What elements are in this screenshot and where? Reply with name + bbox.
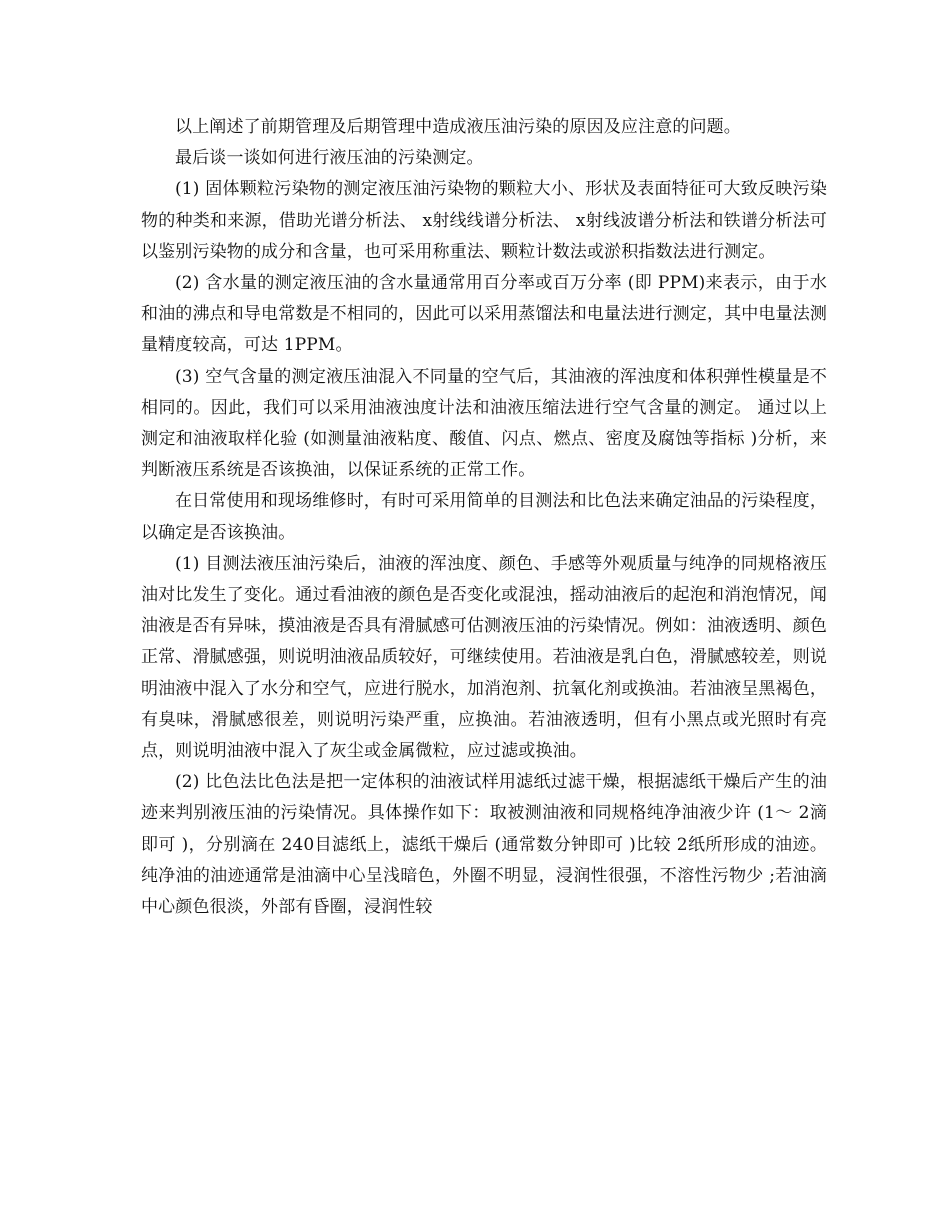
paragraph-visual-method: (1) 目测法液压油污染后，油液的浑浊度、颜色、手感等外观质量与纯净的同规格液压油对比发生了变化。通过看油液的颜色是否变化或混浊，摇动油液后的起泡和消泡情况，闻油液是否有异味，摸油液是否具有滑腻感可估测液压油的污染情况。例如：油液透明、颜色正常、滑腻感强，则说明油液品质较好，可继续使用。若油液是乳白色，滑腻感较差，则说明油液中混入了水分和空气，应进行脱水，加消泡剂、抗氧化剂或换油。若油液呈黑褐色，有臭味，滑腻感很差，则说明污染严重，应换油。若油液透明，但有小黑点或光照时有亮点，则说明油液中混入了灰尘或金属微粒，应过滤或换油。 — [141, 553, 827, 762]
paragraph-air-content: (3) 空气含量的测定液压油混入不同量的空气后，其油液的浑浊度和体积弹性模量是不相同的。因此，我们可以采用油液浊度计法和油液压缩法进行空气含量的测定。 通过以上测定和油液取样化验 (如测量油液粘度、酸值、闪点、燃点、密度及腐蚀等指标 )分析，来判断液压系统是否该换油，以保证系统的正常工作。 — [141, 366, 827, 481]
paragraph-intro-summary: 以上阐述了前期管理及后期管理中造成液压油污染的原因及应注意的问题。 — [175, 117, 741, 137]
paragraph-colorimetric-method: (2) 比色法比色法是把一定体积的油液试样用滤纸过滤干燥，根据滤纸干燥后产生的油迹来判别液压油的污染情况。具体操作如下：取被测油液和同规格纯净油液少许 (1～ 2滴即可 )，分别滴在 240目滤纸上，滤纸干燥后 (通常数分钟即可 )比较 2纸所形成的油迹。纯净油的油迹通常是油滴中心呈浅暗色，外圈不明显，浸润性很强，不溶性污物少 ;若油滴中心颜色很淡，外部有昏圈，浸润性较 — [141, 772, 827, 918]
paragraph-water-content: (2) 含水量的测定液压油的含水量通常用百分率或百万分率 (即 PPM)来表示，由于水和油的沸点和导电常数是不相同的，因此可以采用蒸馏法和电量法进行测定，其中电量法测量精度较高，可达 1PPM。 — [141, 273, 827, 356]
paragraph-field-methods: 在日常使用和现场维修时，有时可采用简单的目测法和比色法来确定油品的污染程度，以确定是否该换油。 — [141, 491, 827, 543]
paragraph-solid-particles: (1) 固体颗粒污染物的测定液压油污染物的颗粒大小、形状及表面特征可大致反映污染物的种类和来源，借助光谱分析法、 x射线线谱分析法、 x射线波谱分析法和铁谱分析法可以鉴别污染物的成分和含量，也可采用称重法、颗粒计数法或淤积指数法进行测定。 — [141, 179, 827, 262]
paragraph-intro-topic: 最后谈一谈如何进行液压油的污染测定。 — [175, 148, 484, 169]
body-text — [141, 112, 827, 923]
